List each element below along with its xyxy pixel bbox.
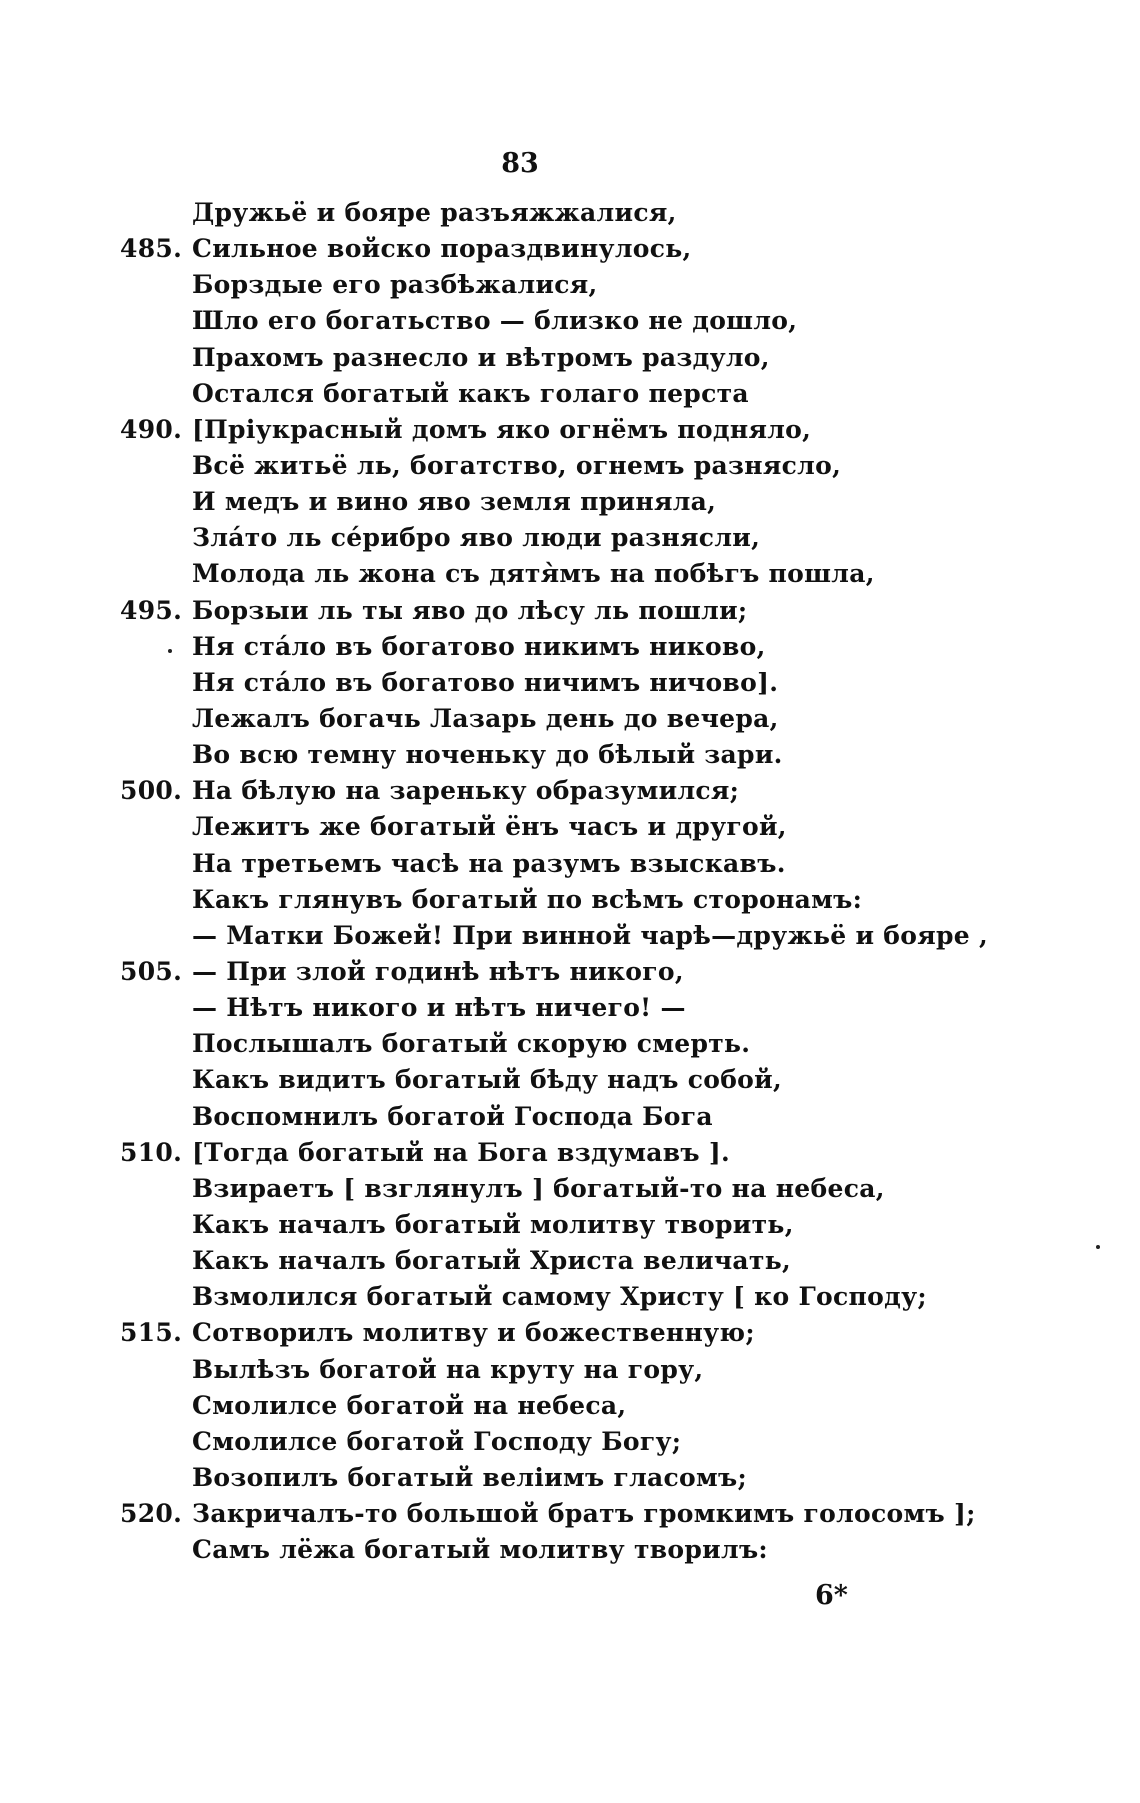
line-text: Смолилсе богатой на небеса, <box>192 1390 627 1420</box>
verse-line <box>0 1388 1100 1424</box>
verse-line <box>0 1352 1100 1388</box>
verse-line <box>0 1207 1100 1243</box>
verse-line <box>0 1171 1100 1207</box>
line-text: — Матки Божей! При винной чарѣ—дружьё и бояре , <box>192 920 989 950</box>
line-text: Злáто ль сéрибро яво люди разнясли, <box>192 523 761 553</box>
line-text: Борздые его разбѣжалися, <box>192 270 598 300</box>
verse-line <box>0 484 1100 520</box>
line-text: Остался богатый какъ голаго перста <box>192 378 749 408</box>
line-text: Дружьё и бояре разъяжжалися, <box>192 198 677 227</box>
verse-line <box>0 846 1100 882</box>
verse-line <box>0 954 1100 990</box>
line-text: Шло его богатьство — близко не дошло, <box>192 306 798 336</box>
verse-line <box>0 376 1100 412</box>
line-text: Лежалъ богачь Лазарь день до вечера, <box>192 703 779 733</box>
signature-mark: 6* <box>815 1580 848 1611</box>
verse-line <box>0 882 1100 918</box>
verse-line <box>0 1460 1100 1496</box>
line-text: Вылѣзъ богатой на круту на гору, <box>192 1354 704 1384</box>
verse-line <box>0 593 1100 629</box>
line-text: Послышалъ богатый скорую смерть. <box>192 1029 751 1059</box>
line-text: Лежитъ же богатый ёнъ часъ и другой, <box>192 812 787 842</box>
verse-line <box>0 303 1100 339</box>
line-text: Воспомнилъ богатой Господа Бога <box>192 1101 713 1131</box>
line-number: 520. <box>120 1499 183 1529</box>
line-number: 495. <box>120 595 183 625</box>
line-text: На третьемъ часѣ на разумъ взыскавъ. <box>192 848 786 878</box>
line-text: Смолилсе богатой Господу Богу; <box>192 1426 682 1456</box>
verse-line <box>0 1135 1100 1171</box>
verse-line <box>0 1532 1100 1568</box>
line-text: [Тогда богатый на Бога вздумавъ ]. <box>192 1137 731 1167</box>
verse-line <box>0 1026 1100 1062</box>
line-text: Взмолился богатый самому Христу [ ко Господу; <box>192 1282 927 1312</box>
verse-line <box>0 267 1100 303</box>
line-text: — При злой годинѣ нѣтъ никого, <box>192 956 684 986</box>
line-text: На бѣлую на зареньку образумился; <box>192 776 740 806</box>
line-text: Сильное войско пораздвинулось, <box>192 234 692 264</box>
verse-line <box>0 1424 1100 1460</box>
verse-line <box>0 629 1100 665</box>
verse-line <box>0 918 1100 954</box>
line-number: 510. <box>120 1137 183 1167</box>
line-text: Самъ лёжа богатый молитву творилъ: <box>192 1535 768 1565</box>
line-text: [Пріукрасный домъ яко огнёмъ подняло, <box>192 414 812 444</box>
verse-line <box>0 737 1100 773</box>
verse-line <box>0 231 1100 267</box>
verse-line <box>0 340 1100 376</box>
ink-speck <box>168 649 172 653</box>
line-text: Какъ глянувъ богатый по всѣмъ сторонамъ: <box>192 884 863 914</box>
verse-line <box>0 701 1100 737</box>
line-text: И медъ и вино яво земля приняла, <box>192 487 717 517</box>
verse-line <box>0 1243 1100 1279</box>
verse-line <box>0 448 1100 484</box>
verse-line <box>0 1099 1100 1135</box>
verse-line <box>0 665 1100 701</box>
line-text: Ня стáло въ богатово никимъ никово, <box>192 631 766 661</box>
verse-line <box>0 809 1100 845</box>
verse-line <box>0 1279 1100 1315</box>
page-number: 83 <box>501 148 539 179</box>
verse-line <box>0 520 1100 556</box>
line-text: Прахомъ разнесло и вѣтромъ раздуло, <box>192 342 770 372</box>
line-text: Сотворилъ молитву и божественную; <box>192 1318 755 1348</box>
line-number: 515. <box>120 1318 183 1348</box>
line-text: Закричалъ-то большой братъ громкимъ голосомъ ]; <box>192 1499 976 1529</box>
line-number: 500. <box>120 776 183 806</box>
verse-line <box>0 1062 1100 1098</box>
line-text: Молода ль жона съ дятя̀мъ на побѣгъ пошла, <box>192 559 875 589</box>
verse-line <box>0 556 1100 592</box>
ink-speck <box>1096 1245 1100 1249</box>
line-text: Всё житьё ль, богатство, огнемъ разнясло, <box>192 450 842 480</box>
line-number: 485. <box>120 234 183 264</box>
line-text: Какъ началъ богатый Христа величать, <box>192 1246 791 1276</box>
verse-line <box>0 990 1100 1026</box>
line-text: Какъ видитъ богатый бѣду надъ собой, <box>192 1065 782 1095</box>
verse-text <box>0 195 1100 1568</box>
verse-line <box>0 1315 1100 1351</box>
verse-line <box>0 195 1100 231</box>
line-number: 490. <box>120 414 183 444</box>
line-text: Во всю темну ноченьку до бѣлый зари. <box>192 740 783 770</box>
line-number: 505. <box>120 956 183 986</box>
line-text: Какъ началъ богатый молитву творить, <box>192 1209 794 1239</box>
line-text: Борзыи ль ты яво до лѣсу ль пошли; <box>192 595 748 625</box>
line-text: — Нѣтъ никого и нѣтъ ничего! — <box>192 993 686 1023</box>
line-text: Ня стáло въ богатово ничимъ ничово]. <box>192 667 779 697</box>
verse-line <box>0 773 1100 809</box>
verse-line <box>0 1496 1100 1532</box>
line-text: Возопилъ богатый велiимъ гласомъ; <box>192 1462 748 1492</box>
line-text: Взираетъ [ взглянулъ ] богатый-то на небеса, <box>192 1173 885 1203</box>
verse-line <box>0 412 1100 448</box>
